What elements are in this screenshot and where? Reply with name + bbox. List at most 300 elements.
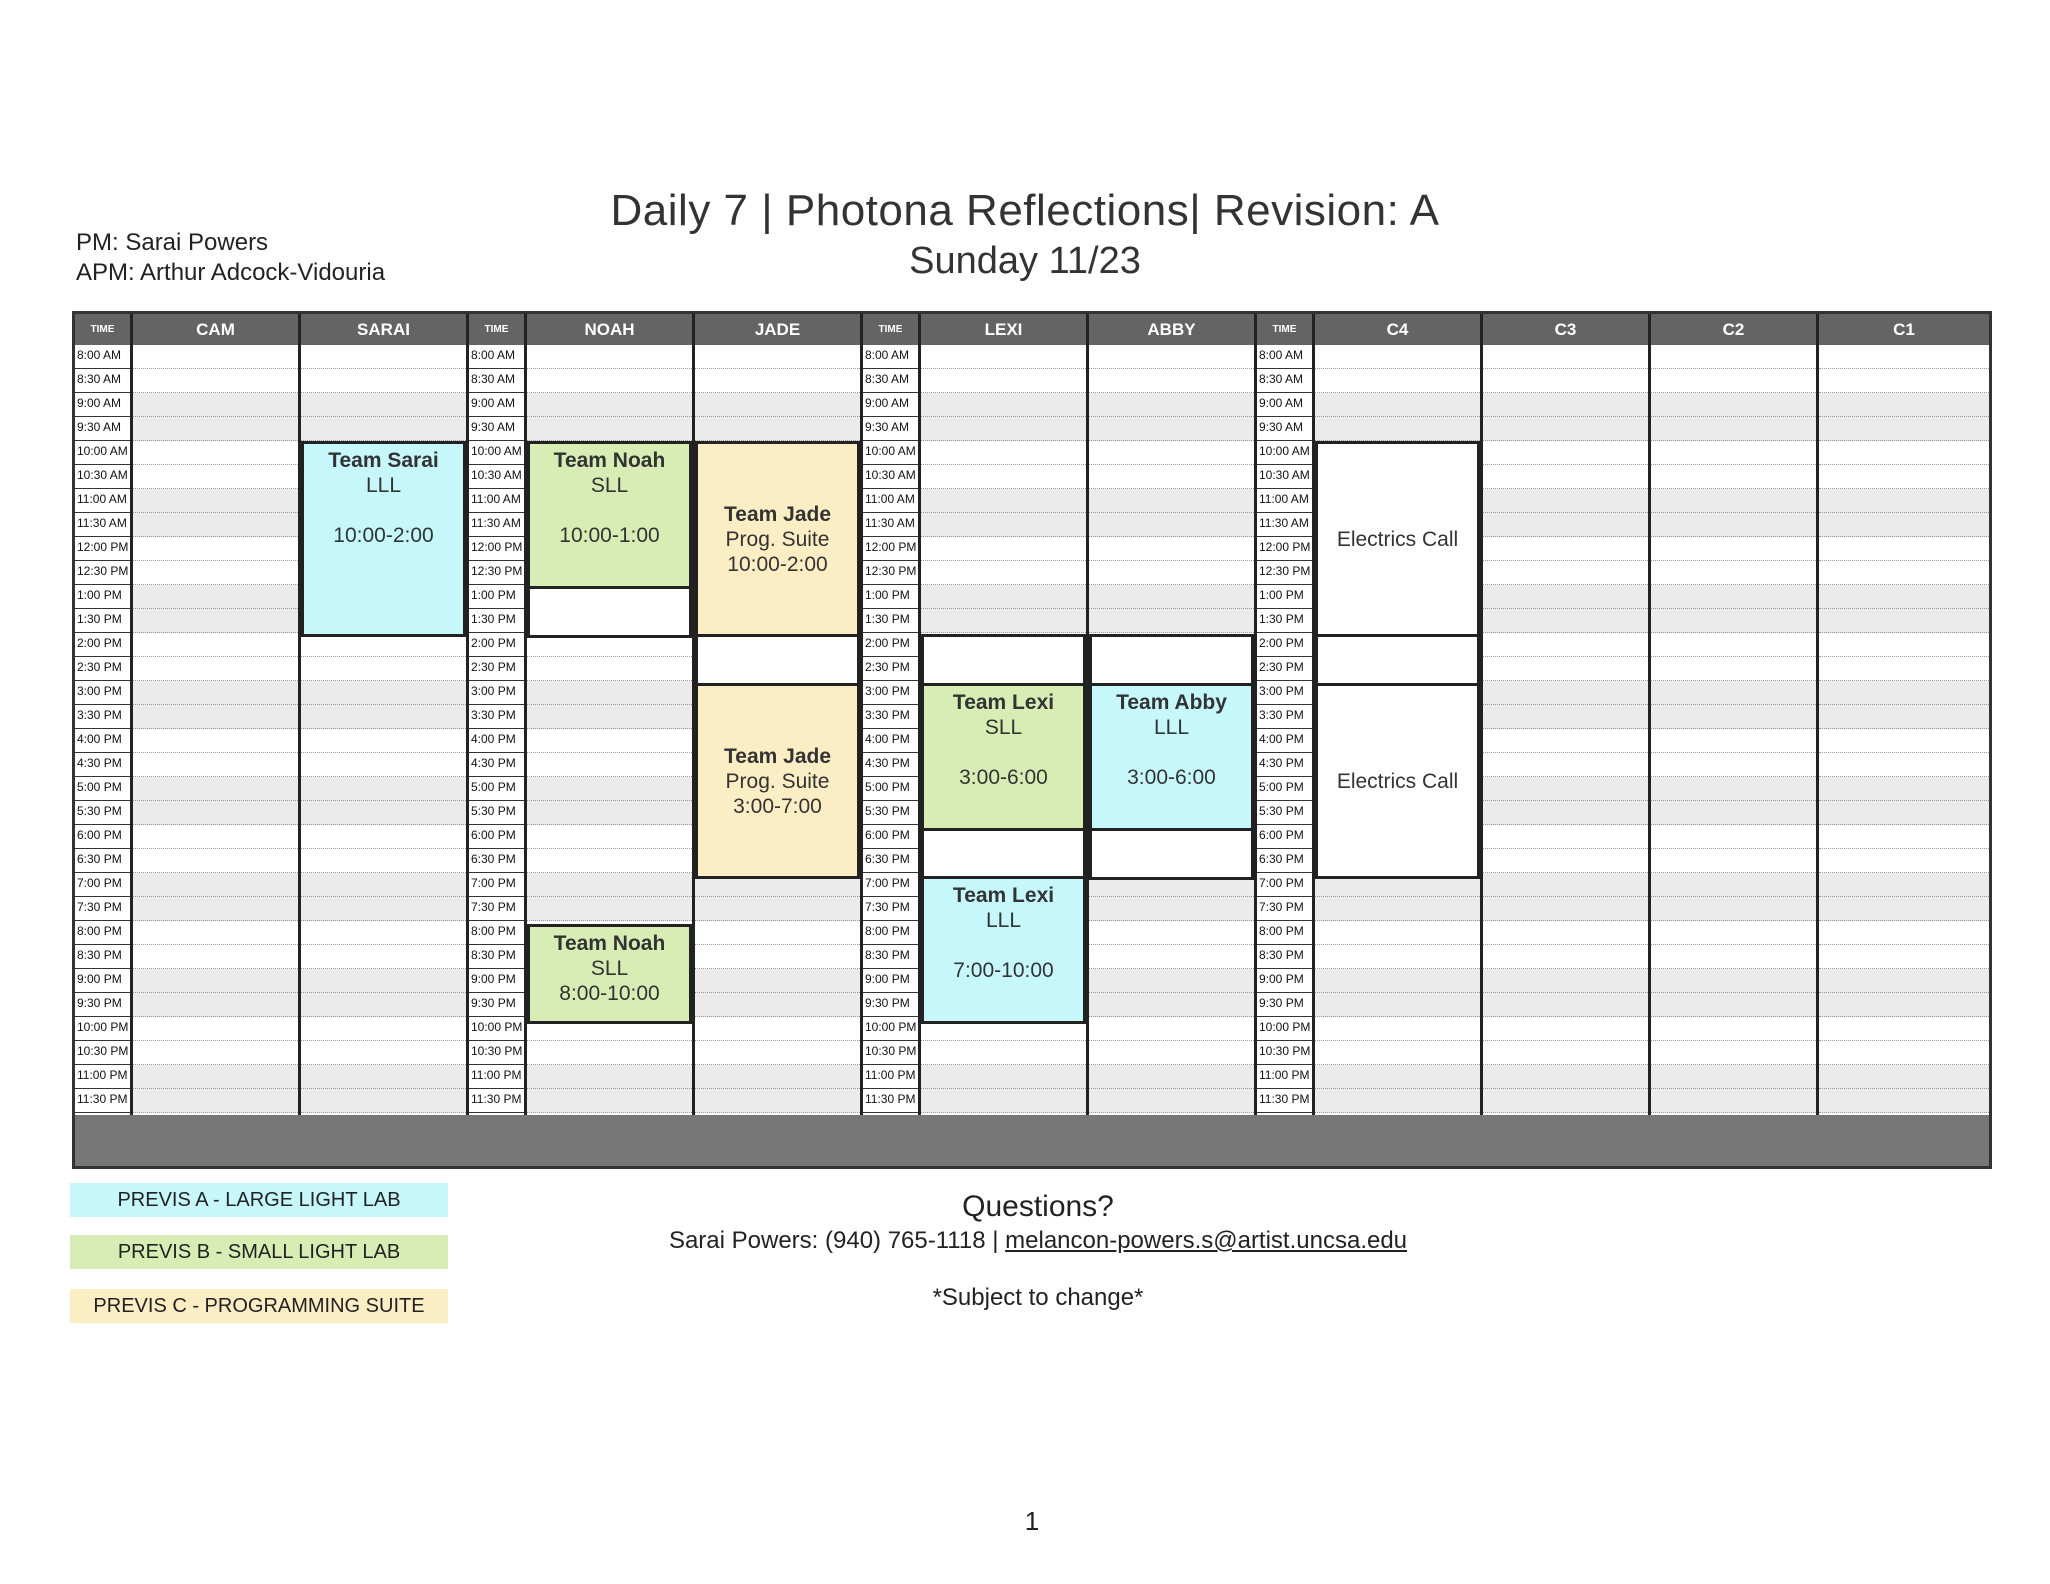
- schedule-cell: [1819, 873, 1989, 897]
- schedule-cell: [133, 345, 298, 369]
- schedule-cell: [1651, 417, 1816, 441]
- time-label: 10:30 AM: [471, 468, 522, 482]
- schedule-cell: [1089, 513, 1254, 537]
- time-slot: [1257, 1065, 1312, 1089]
- schedule-cell: [1651, 1041, 1816, 1065]
- time-slot: [75, 441, 130, 465]
- schedule-cell: [301, 393, 466, 417]
- schedule-cell: [1819, 417, 1989, 441]
- schedule-cell: [1089, 945, 1254, 969]
- schedule-cell: [1819, 441, 1989, 465]
- schedule-cell: [133, 993, 298, 1017]
- time-slot: [863, 705, 918, 729]
- time-slot: [469, 681, 524, 705]
- schedule-cell: [527, 369, 692, 393]
- time-slot: [1257, 921, 1312, 945]
- time-slot: [863, 657, 918, 681]
- time-label: 8:30 PM: [865, 948, 910, 962]
- time-label: 12:00 PM: [77, 540, 129, 554]
- block-empty: [527, 586, 692, 638]
- time-label: 10:30 AM: [1259, 468, 1310, 482]
- block-time: 7:00-10:00: [953, 959, 1054, 982]
- schedule-cell: [133, 969, 298, 993]
- time-slot: [863, 945, 918, 969]
- schedule-cell: [133, 753, 298, 777]
- time-slot: [863, 513, 918, 537]
- time-slot: [1257, 513, 1312, 537]
- time-slot: [469, 873, 524, 897]
- schedule-cell: [1089, 921, 1254, 945]
- legend-previs-c: PREVIS C - PROGRAMMING SUITE: [70, 1289, 448, 1323]
- schedule-cell: [921, 465, 1086, 489]
- schedule-cell: [301, 657, 466, 681]
- time-slot: [863, 1041, 918, 1065]
- column-c2: [1651, 345, 1819, 1115]
- time-label: 12:00 PM: [865, 540, 917, 554]
- schedule-cell: [1089, 1089, 1254, 1113]
- schedule-cell: [133, 417, 298, 441]
- schedule-cell: [1483, 609, 1648, 633]
- time-label: 7:00 PM: [865, 876, 910, 890]
- time-label: 8:00 PM: [77, 924, 122, 938]
- time-label: 1:30 PM: [77, 612, 122, 626]
- schedule-cell: [1315, 921, 1480, 945]
- header-sarai: SARAI: [301, 314, 469, 345]
- schedule-cell: [1819, 825, 1989, 849]
- schedule-cell: [527, 681, 692, 705]
- time-slot: [469, 849, 524, 873]
- schedule-cell: [1819, 609, 1989, 633]
- time-label: 11:00 AM: [77, 492, 127, 506]
- schedule-cell: [1089, 897, 1254, 921]
- time-slot: [75, 921, 130, 945]
- time-slot: [75, 369, 130, 393]
- schedule-cell: [301, 1065, 466, 1089]
- schedule-cell: [133, 945, 298, 969]
- block-time: 8:00-10:00: [559, 982, 660, 1005]
- block-empty: [1315, 634, 1480, 686]
- schedule-cell: [1483, 633, 1648, 657]
- time-slot: [1257, 825, 1312, 849]
- schedule-cell: [1651, 633, 1816, 657]
- block-time: 3:00-6:00: [959, 766, 1048, 789]
- schedule-cell: [1315, 369, 1480, 393]
- time-label: 3:00 PM: [77, 684, 122, 698]
- block-electrics-call: [1315, 441, 1480, 637]
- column-c4: [1315, 345, 1483, 1115]
- subject-note: *Subject to change*: [932, 1284, 1144, 1311]
- time-slot: [469, 1089, 524, 1113]
- time-label: 5:30 PM: [1259, 804, 1304, 818]
- time-label: 8:30 PM: [471, 948, 516, 962]
- time-slot: [469, 993, 524, 1017]
- time-slot: [75, 849, 130, 873]
- time-label: 3:00 PM: [1259, 684, 1304, 698]
- block-team-name: Team Noah: [553, 932, 666, 955]
- time-slot: [75, 777, 130, 801]
- time-slot: [75, 681, 130, 705]
- schedule-cell: [1089, 417, 1254, 441]
- schedule-cell: [301, 345, 466, 369]
- time-slot: [75, 609, 130, 633]
- schedule-cell: [301, 825, 466, 849]
- schedule-cell: [1651, 777, 1816, 801]
- schedule-cell: [921, 369, 1086, 393]
- schedule-cell: [1651, 681, 1816, 705]
- block-team-name: Team Lexi: [952, 884, 1055, 907]
- schedule-cell: [133, 729, 298, 753]
- time-label: 10:30 PM: [865, 1044, 917, 1058]
- time-label: 10:00 AM: [77, 444, 128, 458]
- time-slot: [863, 777, 918, 801]
- schedule-cell: [133, 681, 298, 705]
- time-label: 8:00 AM: [471, 348, 516, 362]
- time-slot: [1257, 633, 1312, 657]
- time-label: 9:00 AM: [471, 396, 516, 410]
- column-abby: [1089, 345, 1257, 1115]
- time-label: 6:00 PM: [865, 828, 910, 842]
- schedule-cell: [1089, 969, 1254, 993]
- time-label: 10:30 PM: [471, 1044, 523, 1058]
- time-slot: [75, 417, 130, 441]
- schedule-cell: [133, 873, 298, 897]
- schedule-cell: [1819, 945, 1989, 969]
- schedule-cell: [1483, 513, 1648, 537]
- block-time: 3:00-6:00: [1127, 766, 1216, 789]
- schedule-cell: [1651, 849, 1816, 873]
- time-label: 9:00 AM: [77, 396, 122, 410]
- time-label: 4:30 PM: [471, 756, 516, 770]
- schedule-cell: [527, 897, 692, 921]
- schedule-cell: [1819, 513, 1989, 537]
- time-label: 9:30 PM: [471, 996, 516, 1010]
- time-slot: [469, 657, 524, 681]
- schedule-cell: [301, 777, 466, 801]
- time-slot: [1257, 849, 1312, 873]
- block-team-abby: [1089, 683, 1254, 831]
- time-slot: [75, 705, 130, 729]
- schedule-cell: [695, 969, 860, 993]
- time-slot: [75, 873, 130, 897]
- schedule-cell: [1651, 969, 1816, 993]
- time-label: 11:30 PM: [865, 1092, 916, 1106]
- time-label: 10:00 PM: [1259, 1020, 1311, 1034]
- time-slot: [469, 417, 524, 441]
- schedule-cell: [1315, 897, 1480, 921]
- time-slot: [75, 1065, 130, 1089]
- schedule-cell: [921, 585, 1086, 609]
- header-time: TIME: [1257, 314, 1315, 345]
- schedule-cell: [1089, 1017, 1254, 1041]
- schedule-cell: [1651, 513, 1816, 537]
- schedule-cell: [921, 1089, 1086, 1113]
- block-room: SLL: [590, 957, 629, 980]
- header-jade: JADE: [695, 314, 863, 345]
- schedule-cell: [301, 417, 466, 441]
- time-slot: [863, 633, 918, 657]
- schedule-cell: [1819, 753, 1989, 777]
- schedule-cell: [1819, 633, 1989, 657]
- time-slot: [469, 921, 524, 945]
- time-label: 7:30 PM: [471, 900, 516, 914]
- time-slot: [1257, 1017, 1312, 1041]
- time-slot: [75, 897, 130, 921]
- schedule-cell: [1651, 393, 1816, 417]
- time-slot: [863, 849, 918, 873]
- block-team-lexi: [921, 876, 1086, 1024]
- time-slot: [1257, 1041, 1312, 1065]
- schedule-cell: [133, 561, 298, 585]
- schedule-cell: [1483, 369, 1648, 393]
- time-slot: [1257, 609, 1312, 633]
- time-slot: [75, 633, 130, 657]
- time-slot: [469, 729, 524, 753]
- schedule-cell: [1651, 921, 1816, 945]
- schedule-cell: [1651, 897, 1816, 921]
- time-slot: [863, 537, 918, 561]
- schedule-cell: [133, 1065, 298, 1089]
- schedule-cell: [1315, 1041, 1480, 1065]
- time-slot: [1257, 489, 1312, 513]
- time-slot: [863, 1089, 918, 1113]
- time-slot: [75, 993, 130, 1017]
- time-slot: [863, 489, 918, 513]
- time-slot: [863, 417, 918, 441]
- schedule-cell: [1089, 345, 1254, 369]
- time-label: 2:30 PM: [865, 660, 910, 674]
- schedule-cell: [1315, 393, 1480, 417]
- time-label: 11:00 PM: [1259, 1068, 1310, 1082]
- schedule-cell: [133, 1089, 298, 1113]
- time-label: 12:30 PM: [865, 564, 917, 578]
- schedule-cell: [1819, 585, 1989, 609]
- header-c1: C1: [1819, 314, 1989, 345]
- time-label: 5:30 PM: [865, 804, 910, 818]
- time-label: 9:30 AM: [471, 420, 516, 434]
- time-slot: [1257, 801, 1312, 825]
- time-label: 8:30 AM: [1259, 372, 1304, 386]
- time-slot: [1257, 537, 1312, 561]
- time-slot: [863, 345, 918, 369]
- schedule-cell: [1089, 537, 1254, 561]
- time-label: 3:30 PM: [471, 708, 516, 722]
- schedule-cell: [1819, 969, 1989, 993]
- time-label: 6:30 PM: [77, 852, 122, 866]
- schedule-cell: [1483, 897, 1648, 921]
- time-column: [1257, 345, 1315, 1115]
- column-lexi: [921, 345, 1089, 1115]
- time-label: 3:30 PM: [77, 708, 122, 722]
- time-label: 2:00 PM: [865, 636, 910, 650]
- time-slot: [1257, 873, 1312, 897]
- schedule-cell: [1483, 873, 1648, 897]
- contact-line: [0, 1227, 2050, 1255]
- time-column: [75, 345, 133, 1115]
- legend-previs-b: PREVIS B - SMALL LIGHT LAB: [70, 1235, 448, 1269]
- time-label: 11:00 PM: [471, 1068, 522, 1082]
- header-time: TIME: [469, 314, 527, 345]
- time-label: 2:30 PM: [77, 660, 122, 674]
- schedule-cell: [133, 705, 298, 729]
- time-label: 4:00 PM: [1259, 732, 1304, 746]
- schedule-cell: [1315, 417, 1480, 441]
- time-slot: [1257, 585, 1312, 609]
- schedule-cell: [527, 345, 692, 369]
- block-team-name: Team Noah: [553, 449, 666, 472]
- schedule-cell: [1315, 1089, 1480, 1113]
- schedule-cell: [695, 945, 860, 969]
- schedule-cell: [1651, 705, 1816, 729]
- time-label: 11:30 AM: [865, 516, 915, 530]
- schedule-cell: [1651, 753, 1816, 777]
- schedule-cell: [133, 1041, 298, 1065]
- schedule-cell: [301, 1017, 466, 1041]
- schedule-cell: [1315, 993, 1480, 1017]
- time-label: 6:30 PM: [471, 852, 516, 866]
- time-slot: [863, 393, 918, 417]
- schedule-cell: [527, 873, 692, 897]
- schedule-cell: [1819, 897, 1989, 921]
- time-label: 7:00 PM: [77, 876, 122, 890]
- time-slot: [863, 873, 918, 897]
- time-slot: [863, 729, 918, 753]
- schedule-cell: [1651, 1017, 1816, 1041]
- header-c2: C2: [1651, 314, 1819, 345]
- schedule-cell: [921, 537, 1086, 561]
- schedule-cell: [1651, 489, 1816, 513]
- schedule-cell: [1089, 561, 1254, 585]
- time-label: 9:00 PM: [471, 972, 516, 986]
- schedule-cell: [921, 417, 1086, 441]
- time-label: 8:00 PM: [471, 924, 516, 938]
- time-slot: [1257, 681, 1312, 705]
- schedule-cell: [921, 393, 1086, 417]
- time-column: [469, 345, 527, 1115]
- block-empty: [921, 634, 1086, 686]
- schedule-cell: [1483, 729, 1648, 753]
- schedule-cell: [1651, 873, 1816, 897]
- header-time: TIME: [75, 314, 133, 345]
- staff-info: [76, 228, 385, 288]
- time-label: 9:00 AM: [865, 396, 910, 410]
- time-label: 3:00 PM: [865, 684, 910, 698]
- time-label: 12:30 PM: [471, 564, 523, 578]
- schedule-cell: [1483, 921, 1648, 945]
- schedule-cell: [1483, 657, 1648, 681]
- schedule-cell: [301, 729, 466, 753]
- time-label: 7:30 PM: [77, 900, 122, 914]
- schedule-cell: [921, 609, 1086, 633]
- schedule-cell: [1819, 729, 1989, 753]
- schedule-cell: [1819, 369, 1989, 393]
- time-label: 6:30 PM: [865, 852, 910, 866]
- block-room: LLL: [365, 474, 402, 497]
- schedule-cell: [133, 585, 298, 609]
- time-slot: [75, 801, 130, 825]
- time-label: 2:00 PM: [1259, 636, 1304, 650]
- header-lexi: LEXI: [921, 314, 1089, 345]
- block-time: 10:00-2:00: [727, 552, 828, 576]
- time-slot: [863, 681, 918, 705]
- time-label: 8:00 AM: [77, 348, 122, 362]
- schedule-cell: [527, 729, 692, 753]
- schedule-cell: [1483, 945, 1648, 969]
- time-label: 7:00 PM: [1259, 876, 1304, 890]
- time-slot: [75, 561, 130, 585]
- time-slot: [75, 345, 130, 369]
- block-team-name: Team Abby: [1116, 691, 1227, 714]
- time-slot: [469, 1017, 524, 1041]
- time-slot: [469, 969, 524, 993]
- time-label: 8:30 AM: [865, 372, 910, 386]
- time-slot: [469, 1041, 524, 1065]
- schedule-cell: [1819, 657, 1989, 681]
- schedule-cell: [301, 369, 466, 393]
- time-slot: [75, 393, 130, 417]
- schedule-cell: [1483, 393, 1648, 417]
- time-label: 1:00 PM: [865, 588, 910, 602]
- schedule-cell: [1819, 561, 1989, 585]
- time-slot: [1257, 969, 1312, 993]
- time-label: 11:30 AM: [77, 516, 127, 530]
- time-label: 10:30 PM: [1259, 1044, 1311, 1058]
- time-label: 9:30 PM: [865, 996, 910, 1010]
- schedule-cell: [1315, 969, 1480, 993]
- contact-email-link[interactable]: melancon-powers.s@artist.uncsa.edu: [1005, 1227, 1408, 1254]
- time-label: 10:00 AM: [471, 444, 522, 458]
- schedule-cell: [133, 1017, 298, 1041]
- time-slot: [469, 585, 524, 609]
- block-room: SLL: [984, 716, 1023, 739]
- schedule-cell: [1819, 849, 1989, 873]
- schedule-cell: [527, 1041, 692, 1065]
- time-label: 12:00 PM: [1259, 540, 1311, 554]
- block-team-noah: [527, 441, 692, 589]
- schedule-cell: [1651, 801, 1816, 825]
- time-slot: [863, 561, 918, 585]
- time-slot: [1257, 417, 1312, 441]
- page-title: Daily 7 | Photona Reflections| Revision: A: [610, 186, 1440, 235]
- time-label: 4:00 PM: [865, 732, 910, 746]
- time-label: 11:00 AM: [471, 492, 521, 506]
- schedule-cell: [695, 345, 860, 369]
- time-label: 10:00 AM: [865, 444, 916, 458]
- schedule-cell: [1089, 1041, 1254, 1065]
- time-slot: [863, 441, 918, 465]
- schedule-cell: [1651, 345, 1816, 369]
- time-label: 1:30 PM: [865, 612, 910, 626]
- time-label: 9:00 PM: [1259, 972, 1304, 986]
- time-label: 12:30 PM: [1259, 564, 1311, 578]
- block-room: SLL: [590, 474, 629, 497]
- header-cam: CAM: [133, 314, 301, 345]
- time-label: 1:00 PM: [77, 588, 122, 602]
- time-label: 12:00 PM: [471, 540, 523, 554]
- schedule-cell: [133, 465, 298, 489]
- time-label: 1:30 PM: [1259, 612, 1304, 626]
- block-time: 3:00-7:00: [733, 794, 822, 818]
- schedule-cell: [1483, 849, 1648, 873]
- time-label: 4:00 PM: [471, 732, 516, 746]
- schedule-cell: [1483, 417, 1648, 441]
- column-cam: [133, 345, 301, 1115]
- schedule-cell: [527, 825, 692, 849]
- time-label: 8:00 AM: [1259, 348, 1304, 362]
- time-slot: [469, 465, 524, 489]
- time-slot: [863, 609, 918, 633]
- schedule-cell: [1089, 369, 1254, 393]
- time-label: 8:00 PM: [865, 924, 910, 938]
